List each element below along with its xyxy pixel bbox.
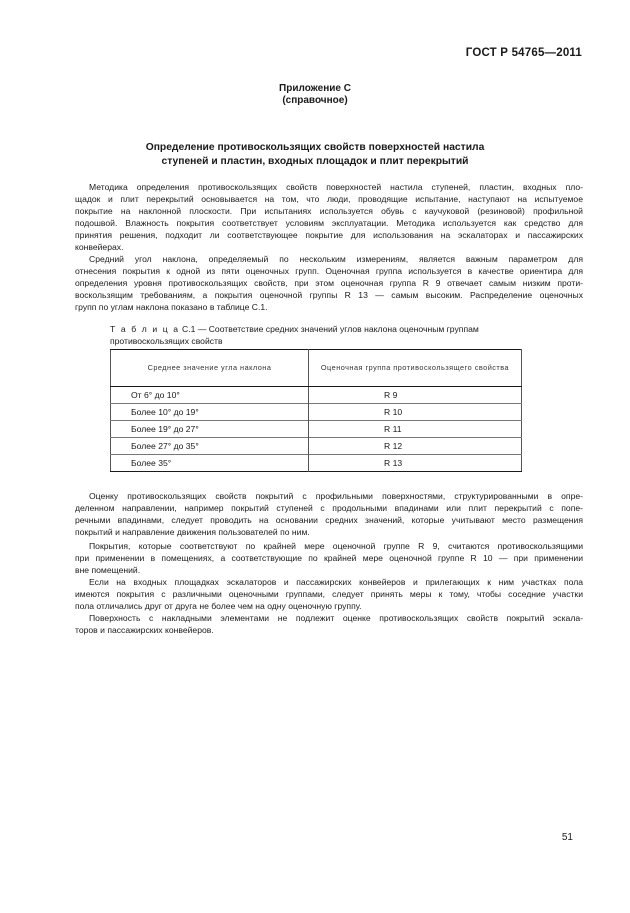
table-row [111,438,522,455]
table-header-slope: Среднее значение угла наклона [111,350,309,387]
standard-number: ГОСТ Р 54765—2011 [465,47,582,59]
text-line: имеются покрытия с различными оценочными группами, следует принять меры к тому, чтобы соседние участки [75,589,583,599]
table-cell-slope: Более 27° до 35° [111,438,309,455]
text-line: воскользящим требованиям, а покрытия оценочной группы R 13 — самым высоким. Распределение оценочных [75,290,583,300]
text-line: покрытий и направление движения пользователей по ним. [75,527,310,537]
appendix-title: Приложение С [279,83,351,94]
appendix-note: (справочное) [282,95,348,106]
table-cell-group: R 12 [309,438,522,455]
text-line: речными впадинами, следует проводить на основании средних значений, которые учитывают место размещения [75,515,583,525]
table-cell-group: R 9 [384,390,398,400]
text-line: конвейерах. [75,242,124,252]
section-title-line-2: ступеней и пластин, входных площадок и плит перекрытий [161,156,469,167]
table-cell-slope: От 6° до 10° [111,387,309,404]
text-line: подошвой. Влажность покрытия соответствует условиям эксплуатации. Методика используется как средство для [75,218,583,228]
text-line: принятия решения, подходит ли соответствующее покрытие для использования на эскалаторах и пассажирских [75,230,583,240]
text-line: пола отличались друг от друга не более чем на одну оценочную группу. [75,601,362,611]
table-caption [110,323,479,335]
table-row [111,387,522,404]
table-cell-group: R 10 [309,404,522,421]
table-cell-group: R 11 [309,421,522,438]
table-header-row [111,350,522,387]
table-row [111,421,522,438]
text-line: деленном направлении, например покрытий ступеней с продольными впадинами или плит перекрытий с попе- [75,503,583,513]
table-header-group: Оценочная группа противоскользящего свойства [309,350,522,387]
text-line: при применении в помещениях, а соответствующие по крайней мере оценочной группе R 10 — при применении [75,553,583,563]
table-row [111,404,522,421]
table-row [111,455,522,472]
text-line: Средний угол наклона, определяемый по нескольким измерениям, является важным параметром для [89,254,583,264]
page-number: 51 [561,832,573,843]
text-line: групп по углам наклона показано в таблице С.1. [75,302,268,312]
table-caption-number: С.1 [181,324,196,334]
table-caption-label: Т а б л и ц а [110,324,180,334]
text-line: Если на входных площадках эскалаторов и пассажирских конвейеров и прилегающих к ним участках пола [89,577,583,587]
table-cell-slope: Более 35° [111,455,309,472]
section-title-line-1: Определение противоскользящих свойств поверхностей настила [145,142,485,153]
text-line: Оценку противоскользящих свойств покрытий с профильными поверхностями, структурированными в опре- [89,491,583,501]
table-caption-text: — Соответствие средних значений углов наклона оценочным группам [195,324,479,334]
text-line: покрытие на наклонной плоскости. При испытаниях используется обувь с каучуковой (резиновой) профильной [75,206,583,216]
table-cell-group: R 13 [309,455,522,472]
text-line: торов и пассажирских конвейеров. [75,625,214,635]
text-line: отнесения покрытия к одной из пяти оценочных групп. Оценочная группа используется в качестве ориентира для [75,266,583,276]
text-line: щадок и плит перекрытий основывается на том, что люди, проводящие испытание, наступают на испытуемое [75,194,583,204]
text-line: определения уровня противоскользящих свойств, при этом оценочная группа R 9 отвечает самым низким проти- [75,278,583,288]
table-cell-slope: Более 10° до 19° [111,404,309,421]
text-line: Покрытия, которые соответствуют по крайней мере оценочной группе R 9, считаются противоскользящими [89,541,583,551]
text-line: вне помещений. [75,565,141,575]
table-cell-slope: Более 19° до 27° [111,421,309,438]
text-line: Поверхность с накладными элементами не подлежит оценке противоскользящих свойств покрытий эскала- [89,613,583,623]
text-line: Методика определения противоскользящих свойств поверхностей настила ступеней, пластин, входных пло- [89,182,583,192]
slope-group-table [110,349,522,472]
table-caption-line-2: противоскользящих свойств [110,336,223,346]
